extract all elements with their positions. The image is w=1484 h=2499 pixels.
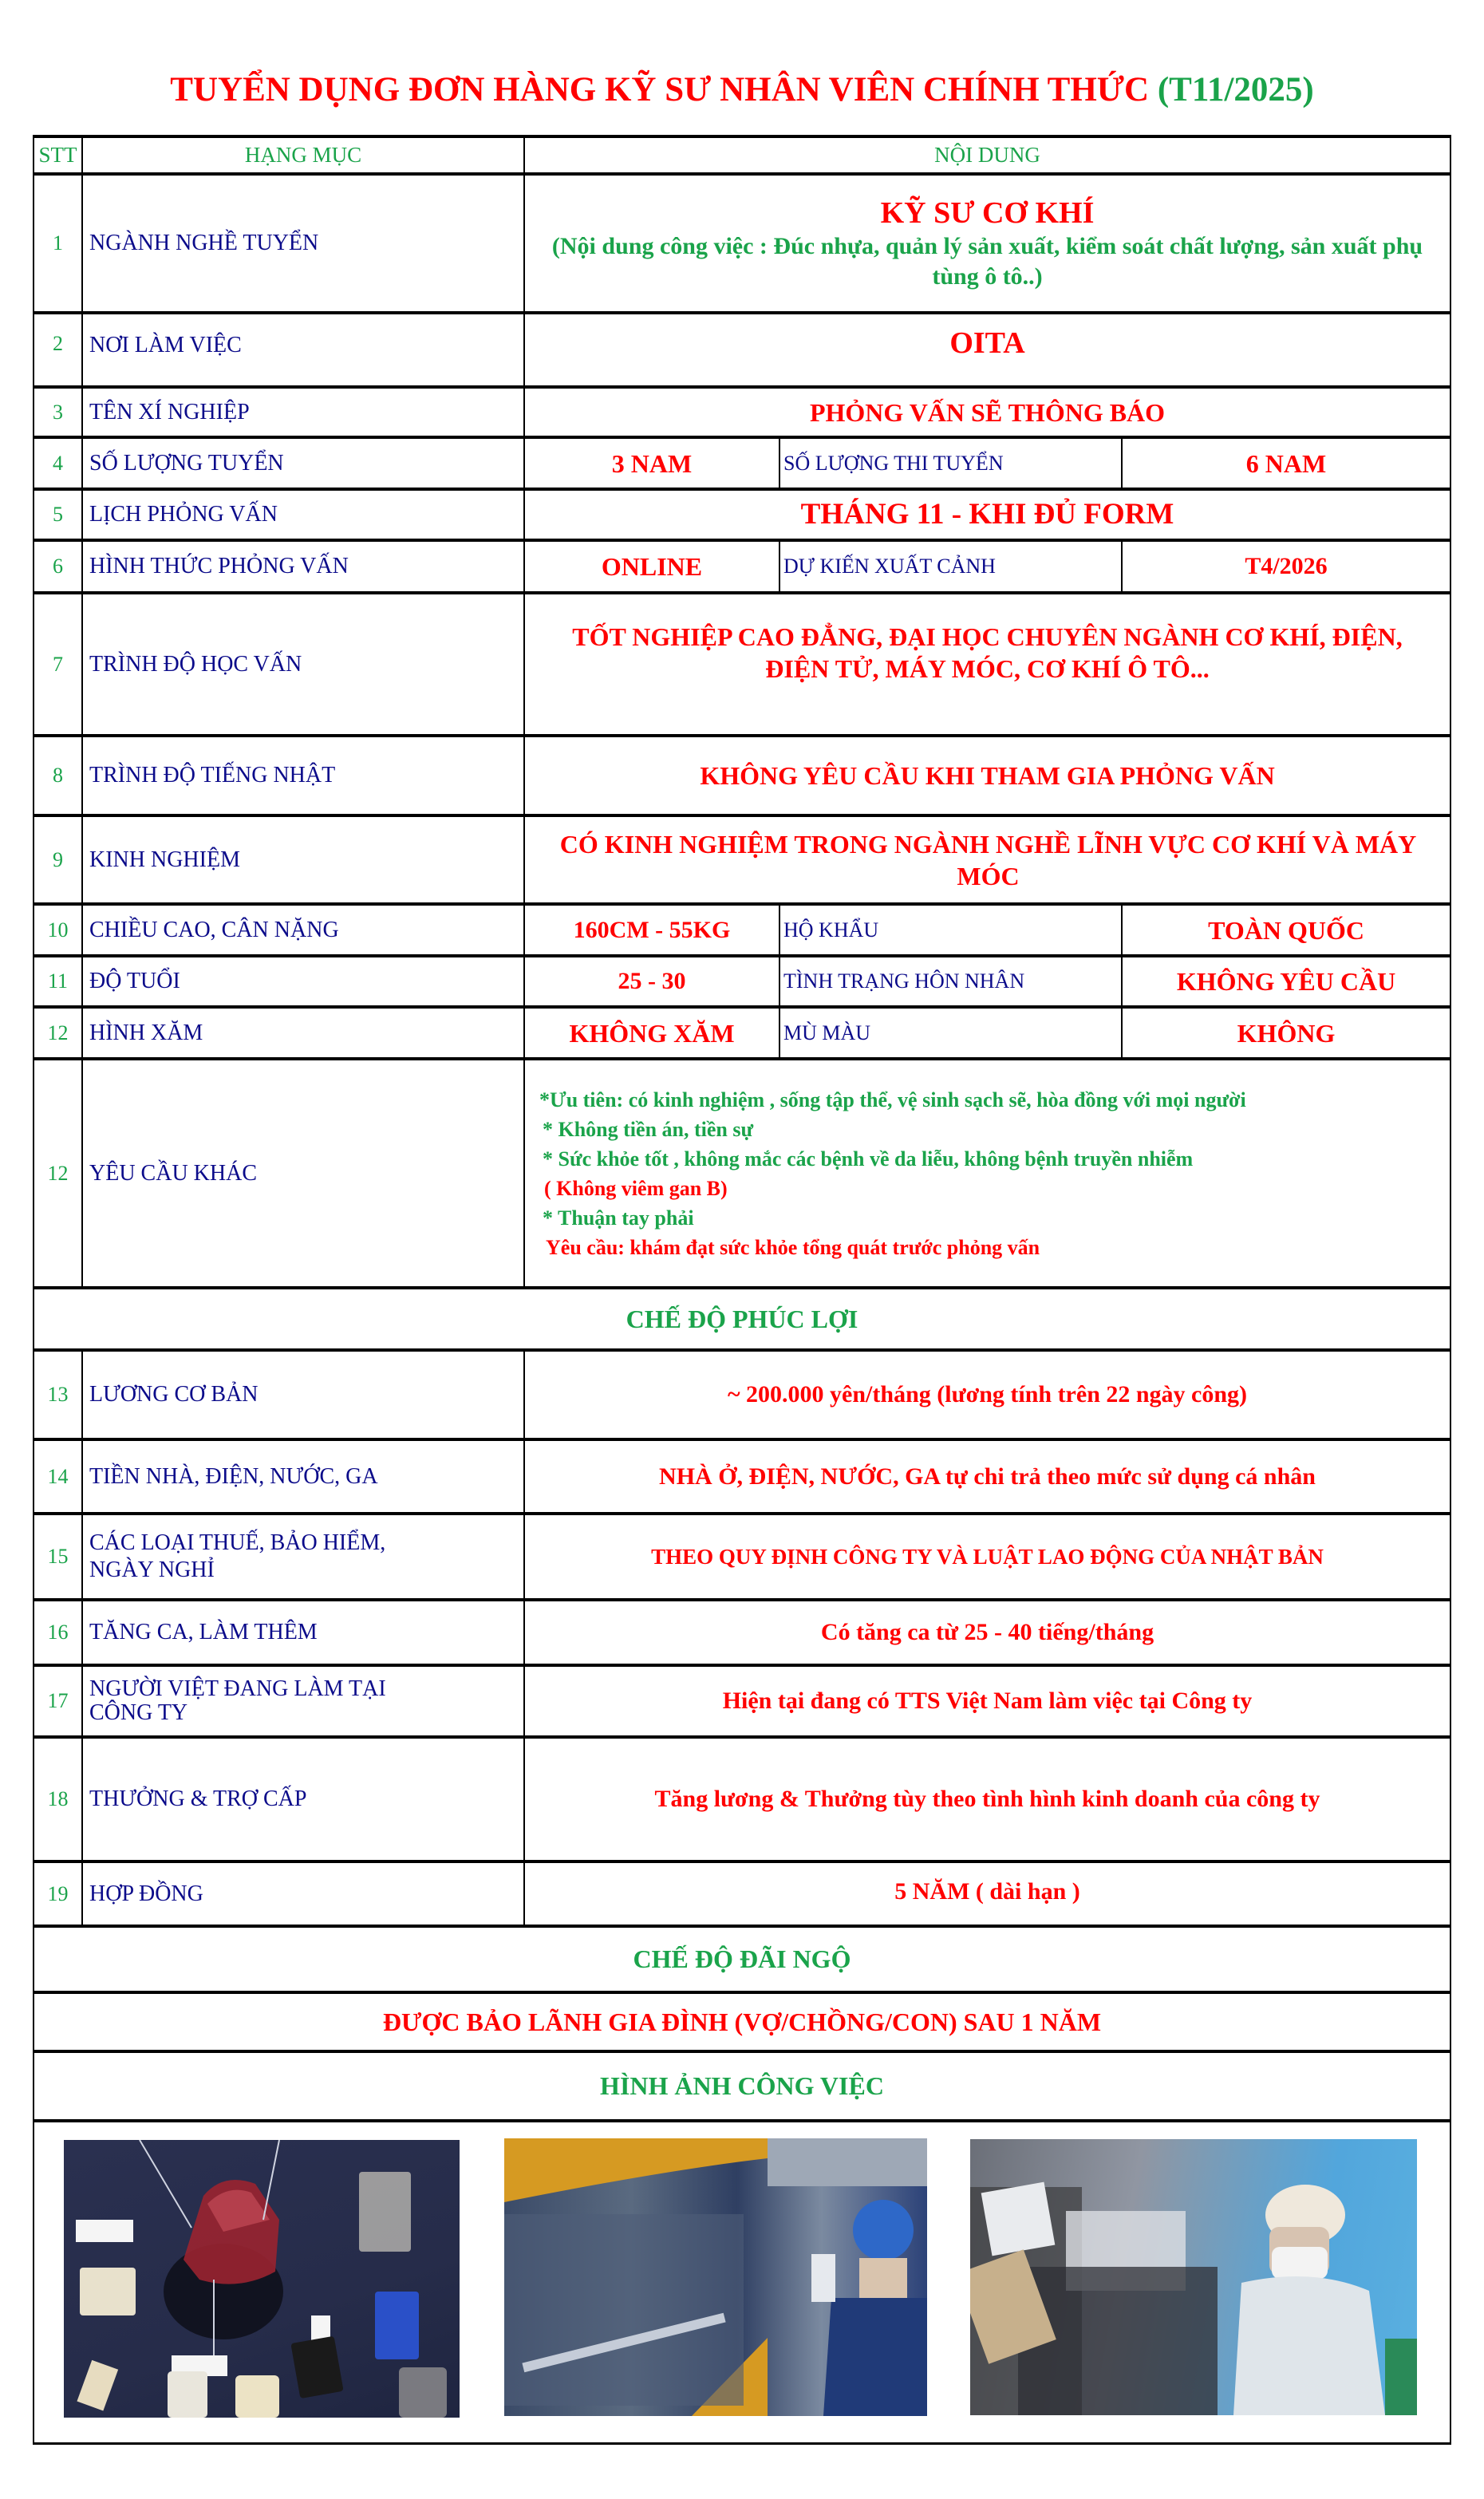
- worker-uniform: [1233, 2276, 1385, 2415]
- row-label: KINH NGHIỆM: [89, 847, 240, 872]
- row-label: TÊN XÍ NGHIỆP: [89, 399, 250, 424]
- part-piece: [359, 2172, 411, 2252]
- row-number: 2: [53, 332, 63, 355]
- row-value: [525, 176, 1450, 311]
- row-value: 160CM - 55KG: [573, 916, 731, 943]
- row-value: 3 NAM: [611, 448, 693, 478]
- row-value: ONLINE: [601, 552, 703, 581]
- row-value: 25 - 30: [618, 968, 686, 994]
- requirement-line: * Không tiền án, tiền sự: [543, 1117, 754, 1141]
- section-title-benefits: CHẾ ĐỘ PHÚC LỢI: [626, 1304, 858, 1333]
- other-requirements-list: [525, 1060, 1450, 1286]
- treatment-value: ĐƯỢC BẢO LÃNH GIA ĐÌNH (VỢ/CHỒNG/CON) SAU 1 NĂM: [382, 2007, 1102, 2036]
- row-value: KHÔNG YÊU CẦU KHI THAM GIA PHỎNG VẤN: [700, 761, 1275, 790]
- part-piece: [290, 2336, 343, 2398]
- row-value: Hiện tại đang có TTS Việt Nam làm việc tại Công ty: [722, 1688, 1253, 1714]
- row-number: 14: [47, 1464, 69, 1488]
- row-value: ~ 200.000 yên/tháng (lương tính trên 22 ngày công): [727, 1381, 1248, 1407]
- row-label: CHIỀU CAO, CÂN NẶNG: [89, 917, 339, 942]
- row-label: TIỀN NHÀ, ĐIỆN, NƯỚC, GA: [89, 1463, 378, 1489]
- row-label: HÌNH XĂM: [89, 1020, 203, 1045]
- row-label: CÁC LOẠI THUẾ, BẢO HIỂM, NGÀY NGHỈ: [89, 1530, 386, 1582]
- part-piece: [235, 2375, 279, 2418]
- row-number: 12: [47, 1161, 69, 1185]
- row-label: TĂNG CA, LÀM THÊM: [89, 1620, 318, 1644]
- monitor: [981, 2182, 1056, 2256]
- part-piece: [399, 2367, 447, 2418]
- row-label: TRÌNH ĐỘ TIẾNG NHẬT: [89, 763, 336, 788]
- requirement-line: Yêu cầu: khám đạt sức khỏe tổng quát trước phỏng vấn: [546, 1235, 1040, 1259]
- row-label-secondary: SỐ LƯỢNG THI TUYỂN: [783, 451, 1004, 475]
- row-value: NHÀ Ở, ĐIỆN, NƯỚC, GA tự chi trả theo mức sử dụng cá nhân: [659, 1463, 1316, 1490]
- background-wall: [768, 2138, 927, 2186]
- row-number: 5: [53, 503, 63, 526]
- row-value: Tăng lương & Thưởng tùy theo tình hình kinh doanh của công ty: [654, 1786, 1320, 1812]
- row-value: 5 NĂM ( dài hạn ): [894, 1877, 1080, 1905]
- row-number: 12: [47, 1021, 69, 1044]
- requirement-line: * Sức khỏe tốt , không mắc các bệnh về da liễu, không bệnh truyền nhiễm: [543, 1147, 1194, 1171]
- part-piece: [168, 2371, 207, 2418]
- injection-machine-photo: [504, 2138, 927, 2416]
- row-number: 15: [47, 1545, 69, 1568]
- row-label: THƯỞNG & TRỢ CẤP: [89, 1786, 307, 1811]
- row-value: OITA: [949, 326, 1025, 360]
- row-value: TỐT NGHIỆP CAO ĐẲNG, ĐẠI HỌC CHUYÊN NGÀNH CƠ KHÍ, ĐIỆN, ĐIỆN TỬ, MÁY MÓC, CƠ KHÍ Ô TÔ...: [572, 622, 1403, 683]
- row-label: ĐỘ TUỔI: [89, 969, 180, 993]
- row-label: TRÌNH ĐỘ HỌC VẤN: [89, 651, 302, 677]
- row-number: 11: [47, 969, 69, 993]
- row-divider: [33, 2119, 1451, 2122]
- row-label: LỊCH PHỎNG VẤN: [89, 502, 278, 527]
- row-value-secondary: 6 NAM: [1245, 448, 1327, 478]
- row-label: SỐ LƯỢNG TUYỂN: [89, 450, 284, 476]
- row-value: KHÔNG XĂM: [569, 1018, 735, 1048]
- row-value: PHỎNG VẤN SẼ THÔNG BÁO: [809, 397, 1166, 427]
- row-number: 3: [53, 400, 63, 424]
- section-title-photos: HÌNH ẢNH CÔNG VIỆC: [600, 2071, 884, 2100]
- car-parts-photo: [64, 2140, 460, 2418]
- row-label: LƯƠNG CƠ BẢN: [89, 1382, 259, 1407]
- row-number: 7: [53, 652, 63, 676]
- face-mask: [1272, 2247, 1328, 2279]
- label-box: [76, 2220, 133, 2242]
- header-stt: STT: [38, 143, 77, 167]
- table-border: [1450, 135, 1451, 2445]
- row-number: 4: [53, 451, 63, 475]
- requirement-line: *Ưu tiên: có kinh nghiệm , sống tập thể, vệ sinh sạch sẽ, hòa đồng với mọi người: [539, 1088, 1246, 1111]
- row-label: HỢP ĐỒNG: [89, 1881, 203, 1906]
- row-label: YÊU CẦU KHÁC: [89, 1160, 257, 1186]
- row-label: NƠI LÀM VIỆC: [89, 333, 242, 357]
- row-value-secondary: TOÀN QUỐC: [1208, 915, 1364, 945]
- row-number: 17: [47, 1689, 69, 1712]
- car-parts-illustration-icon: [64, 2140, 460, 2418]
- part-piece: [375, 2292, 419, 2359]
- row-value: THEO QUY ĐỊNH CÔNG TY VÀ LUẬT LAO ĐỘNG CỦA NHẬT BẢN: [651, 1544, 1324, 1569]
- row-label: NGÀNH NGHỀ TUYỂN: [89, 231, 319, 255]
- title-period: (T11/2025): [1157, 71, 1314, 109]
- row-label-secondary: DỰ KIẾN XUẤT CẢNH: [783, 555, 996, 578]
- requirement-line: * Thuận tay phải: [543, 1206, 694, 1230]
- floor-stripe: [1385, 2339, 1417, 2415]
- requirement-line: ( Không viêm gan B): [544, 1176, 728, 1200]
- part-piece: [80, 2268, 136, 2315]
- page-title: [0, 70, 1484, 109]
- helmet: [853, 2200, 914, 2260]
- callout-line: [140, 2140, 191, 2228]
- control-panel: [811, 2254, 835, 2302]
- row-value: Có tăng ca từ 25 - 40 tiếng/tháng: [820, 1619, 1154, 1645]
- job-title: KỸ SƯ CƠ KHÍ: [880, 196, 1095, 230]
- row-number: 13: [47, 1383, 69, 1406]
- row-label-secondary: MÙ MÀU: [783, 1021, 871, 1044]
- worker-uniform: [823, 2298, 927, 2416]
- row-number: 9: [53, 847, 63, 871]
- header-content: NỘI DUNG: [934, 143, 1040, 167]
- row-label-secondary: TÌNH TRẠNG HÔN NHÂN: [783, 969, 1025, 993]
- factory-worker-photo: [970, 2139, 1417, 2415]
- row-value-secondary: T4/2026: [1245, 553, 1328, 579]
- factory-worker-illustration-icon: [970, 2139, 1417, 2415]
- row-value-secondary: KHÔNG YÊU CẦU: [1176, 967, 1396, 996]
- table-border: [33, 2442, 1451, 2445]
- row-number: 10: [47, 918, 69, 942]
- row-label: NGƯỜI VIỆT ĐANG LÀM TẠI CÔNG TY: [89, 1676, 386, 1725]
- row-number: 19: [47, 1881, 69, 1905]
- row-number: 18: [47, 1787, 69, 1810]
- part-piece: [77, 2360, 118, 2411]
- worker-face: [859, 2258, 907, 2298]
- row-number: 8: [53, 764, 63, 787]
- section-title-treatment: CHẾ ĐỘ ĐÃI NGỘ: [633, 1944, 851, 1973]
- row-value: THÁNG 11 - KHI ĐỦ FORM: [800, 498, 1174, 531]
- row-number: 16: [47, 1621, 69, 1644]
- row-label: HÌNH THỨC PHỎNG VẤN: [89, 554, 349, 578]
- title-main: TUYỂN DỤNG ĐƠN HÀNG KỸ SƯ NHÂN VIÊN CHÍNH THỨC: [170, 71, 1158, 109]
- row-label-secondary: HỘ KHẨU: [783, 918, 879, 942]
- row-number: 6: [53, 555, 63, 578]
- row-value-secondary: KHÔNG: [1237, 1018, 1336, 1048]
- job-description: (Nội dung công việc : Đúc nhựa, quản lý sản xuất, kiểm soát chất lượng, sản xuất phụ tùng ô tô..): [551, 233, 1423, 290]
- injection-machine-illustration-icon: [504, 2138, 927, 2416]
- row-number: 1: [53, 231, 63, 255]
- machine-window: [504, 2214, 744, 2406]
- row-value: CÓ KINH NGHIỆM TRONG NGÀNH NGHỀ LĨNH VỰC CƠ KHÍ VÀ MÁY MÓC: [559, 829, 1417, 890]
- header-category: HẠNG MỤC: [244, 143, 362, 167]
